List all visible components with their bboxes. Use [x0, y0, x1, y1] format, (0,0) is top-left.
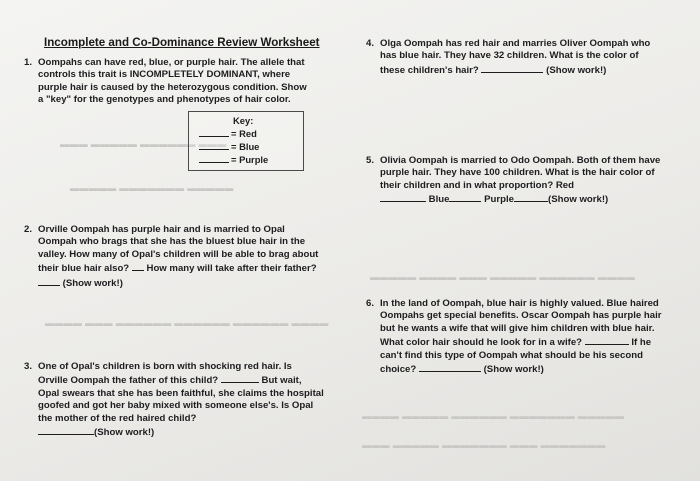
question-text: One of Opal's children is born with shocking red hair. Is Orville Oompah the father of this child? [38, 361, 292, 387]
answer-blank[interactable] [199, 127, 229, 137]
answer-blank[interactable] [221, 373, 259, 383]
bleed-through: ▬▬▬▬ ▬▬▬ ▬▬▬▬▬▬ ▬▬▬▬▬▬ ▬▬▬▬▬▬ ▬▬▬▬ [45, 318, 329, 328]
question-4 [366, 38, 658, 77]
key-row-red [199, 127, 299, 140]
bleed-through: ▬▬▬▬ ▬▬▬▬▬ ▬▬▬▬▬▬ ▬▬▬▬▬▬▬ ▬▬▬▬▬ [362, 411, 625, 421]
question-text: How many will take after their father? [146, 263, 317, 275]
question-3 [24, 361, 324, 439]
question-text: But wait, Opal swears that she has been faithful, she claims the hospital goofed and got her baby mixed with someone else's. Is Opal the mother of the red haired child? [38, 375, 324, 424]
answer-blank[interactable] [199, 140, 229, 150]
question-text: Oompahs can have red, blue, or purple hair. The allele that controls this trait is INCOMPLETELY DOMINANT, where purple hair is caused by the heterozygous condition. Show a "key" for the genotypes and phenotypes of hair color. [38, 57, 307, 106]
question-1 [24, 57, 314, 107]
answer-blank[interactable] [132, 261, 144, 271]
bleed-through: ▬▬▬ ▬▬▬▬▬ ▬▬▬▬▬▬ ▬▬▬ [60, 139, 227, 149]
question-number: 2. [24, 224, 33, 235]
question-number: 4. [366, 38, 375, 49]
question-text: Orville Oompah has purple hair and is married to Opal Oompah who brags that she has the bluest blue hair in the valley. How many of Opal's children will be able to brag about their blue hair also? [38, 224, 319, 275]
answer-blank[interactable] [419, 362, 481, 372]
answer-blank[interactable] [481, 63, 543, 73]
key-row-purple [199, 153, 299, 166]
question-number: 6. [366, 298, 375, 309]
answer-blank[interactable] [38, 276, 60, 286]
answer-blank[interactable] [38, 425, 94, 435]
question-text: Olivia Oompah is married to Odo Oompah. Both of them have purple hair. They have 100 children. What is the hair color of their children and in what proportion? Red [380, 155, 661, 191]
show-work-label: (Show work!) [62, 277, 123, 289]
genotype-key-box [188, 111, 304, 171]
show-work-label: (Show work!) [94, 427, 155, 439]
question-text: Olga Oompah has red hair and marries Oliver Oompah who has blue hair. They have 32 children. What is the color of these children's hair? [380, 38, 651, 76]
key-row-blue [199, 140, 299, 153]
question-6 [366, 298, 672, 376]
bleed-through: ▬▬▬▬▬ ▬▬▬▬ ▬▬▬ ▬▬▬▬▬ ▬▬▬▬▬▬ ▬▬▬▬ [370, 272, 636, 282]
bleed-through: ▬▬▬ ▬▬▬▬▬ ▬▬▬▬▬▬▬ ▬▬▬ ▬▬▬▬▬▬▬ [362, 440, 606, 450]
answer-blank[interactable] [585, 335, 629, 345]
answer-blank[interactable] [514, 192, 548, 202]
question-number: 1. [24, 57, 33, 68]
question-5 [366, 155, 666, 207]
show-work-label: (Show work!) [483, 364, 544, 376]
bleed-through: ▬▬▬▬▬ ▬▬▬▬▬▬▬ ▬▬▬▬▬ [70, 183, 234, 193]
question-text: In the land of Oompah, blue hair is highly valued. Blue haired Oompahs get special benefits. Oscar Oompah has purple hair but he wants a wife that will give him children with blue hair. What color hair should he look for in a wife? [380, 298, 662, 349]
show-work-label: (Show work!) [548, 194, 609, 206]
question-2 [24, 224, 324, 290]
question-number: 5. [366, 155, 375, 166]
answer-blank[interactable] [199, 153, 229, 163]
key-label: = Red [231, 128, 257, 139]
answer-blank[interactable] [380, 192, 426, 202]
question-number: 3. [24, 361, 33, 372]
key-label: = Blue [231, 141, 260, 152]
answer-label-blue: Blue [428, 194, 450, 206]
worksheet-title: Incomplete and Co-Dominance Review Worksheet [44, 36, 320, 49]
answer-label-purple: Purple [484, 194, 514, 206]
key-label: = Purple [231, 154, 269, 165]
answer-blank[interactable] [449, 192, 481, 202]
show-work-label: (Show work!) [546, 64, 607, 76]
question-text: If he can't find this type of Oompah what should be his second choice? [380, 337, 652, 376]
key-title: Key: [233, 115, 254, 126]
